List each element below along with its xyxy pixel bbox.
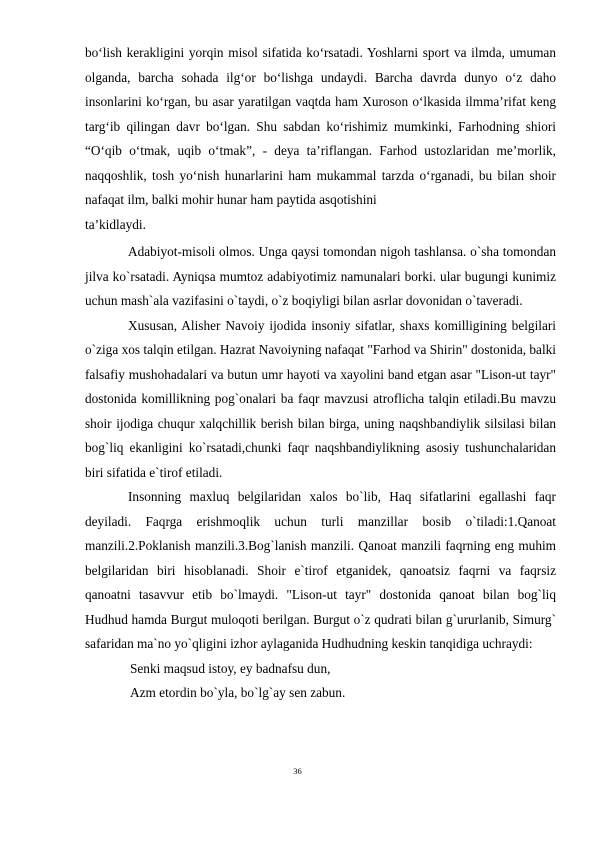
paragraph-continuation-end: ta’kidlaydi.: [85, 216, 146, 232]
paragraph-adabiyot: Adabiyot-misoli olmos. Unga qaysi tomondan nigoh tashlansa. o`sha tomondan jilva ko`rsatadi. Ayniqsa mumtoz adabiyotimiz namunalari borki. ular bugungi kunimiz uchun mash`ala vazifasini o`taydi, o`z boqiyligi bilan asrlar dovonidan o`taveradi.: [85, 244, 556, 308]
verse-line-1: Senki maqsud istoy, ey badnafsu dun,: [130, 660, 331, 676]
verse-line-2: Azm etordin bo`yla, bo`lg`ay sen zabun.: [130, 685, 346, 700]
paragraph-xususan: Xususan, Alisher Navoiy ijodida insoniy sifatlar, shaxs komilligining belgilari o`ziga xos talqin etilgan. Hazrat Navoiyning nafaqat "Farhod va Shirin" dostonida, balki falsafiy mushohadalari va butun umr hayoti va xayolini band etgan asar "Lison-ut tayr" dostonida komillikning pog`onalari ba faqr mavzusi atroflicha talqin etiladi.Bu mavzu shoir ijodiga chuqur xalqchillik berish bilan birga, uning naqshbandiylik silsilasi bilan bog`liq ekanligini ko`rsatadi,chunki faqr naqshbandiylikning asosiy tushunchalaridan biri sifatida e`tirof etiladi.: [85, 317, 556, 480]
paragraph-insonning: Insonning maxluq belgilaridan xalos bo`lib, Haq sifatlarini egallashi faqr deyiladi. Faqrga erishmoqlik uchun turli manzillar bosib o`tiladi:1.Qanoat manzili.2.Poklanish manzili.3.Bog`lanish manzili. Qanoat manzili faqrning eng muhim belgilaridan biri hisoblanadi. Shoir e`tirof etganidek, qanoatsiz faqrni va faqrsiz qanoatni tasavvur etib bo`lmaydi. "Lison-ut tayr" dostonida qanoat bilan bog`liq Hudhud hamda Burgut muloqoti berilgan. Burgut o`z qudrati bilan g`ururlanib, Simurg` safaridan ma`no yo`qligini izhor aylaganida Hudhudning keskin tanqidiga uchraydi:: [85, 489, 556, 651]
body-text: [85, 41, 556, 706]
page-number: 36: [293, 766, 302, 776]
paragraph-continuation: bo‘lish kerakligini yorqin misol sifatida ko‘rsatadi. Yoshlarni sport va ilmda, umuman olganda, barcha sohada ilg‘or bo‘lishga undaydi. Barcha davrda dunyo o‘z daho insonlarini ko‘rgan, bu asar yaratilgan vaqtda ham Xuroson o‘lkasida ilmma’rifat keng targ‘ib qilingan davr bo‘lgan. Shu sabdan ko‘rishimiz mumkinki, Farhodning shiori “O‘qib o‘tmak, uqib o‘tmak”, - deya ta’riflangan. Farhod ustozlaridan me’morlik, naqqoshlik, tosh yo‘nish hunarlarini ham mukammal tarzda o‘rganadi, bu bilan shoir nafaqat ilm, balki mohir hunar ham paytida asqotishini: [85, 45, 556, 207]
